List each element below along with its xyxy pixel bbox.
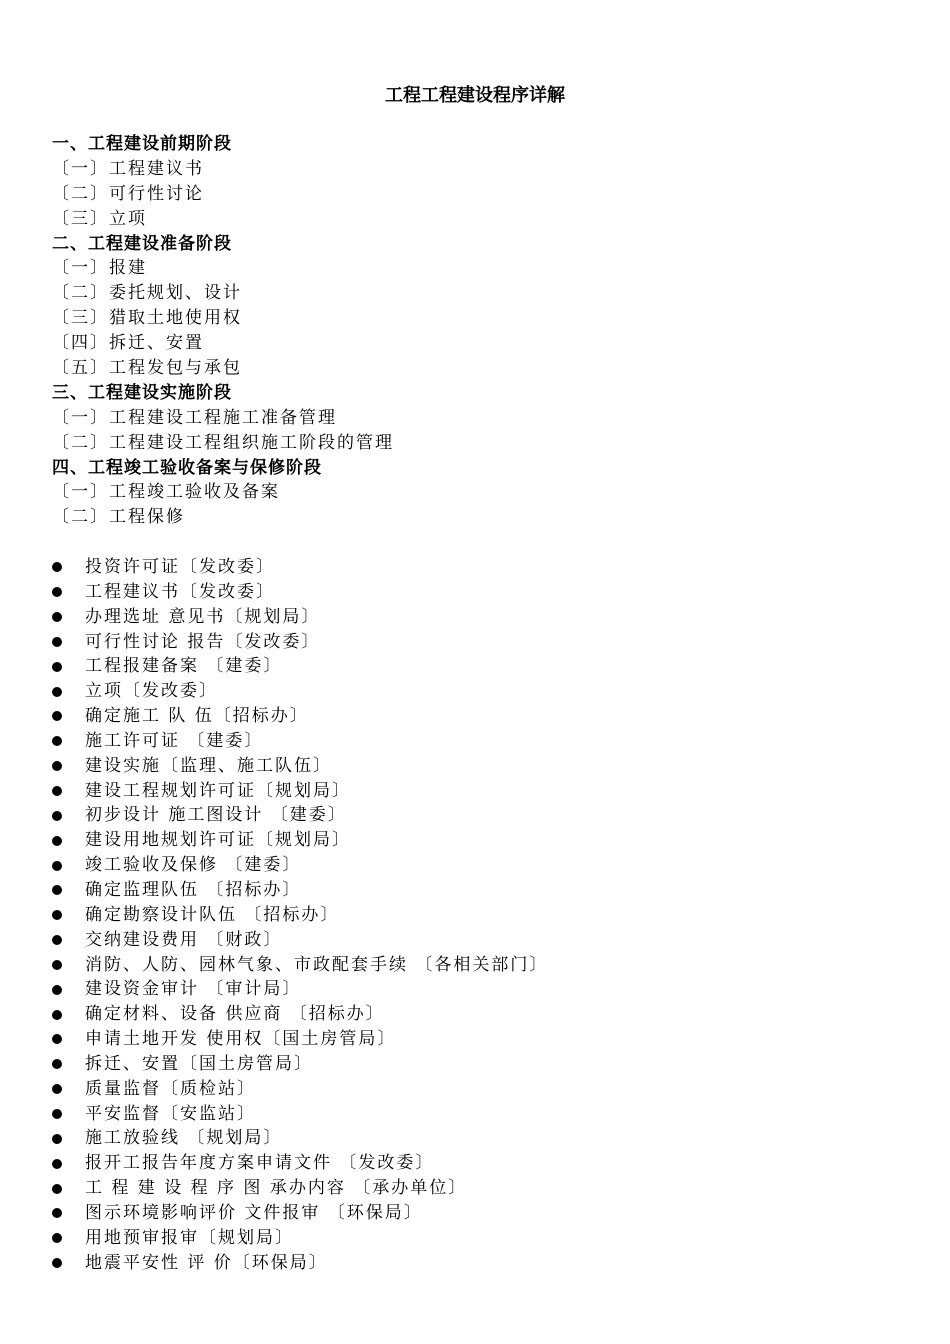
bullet-icon	[52, 1059, 62, 1069]
bullet-icon	[52, 662, 62, 672]
list-item-text: 用地预审报审〔规划局〕	[85, 1227, 294, 1248]
bullet-icon	[52, 1109, 62, 1119]
list-item	[52, 1151, 912, 1176]
list-item-text: 建设用地规划许可证〔规划局〕	[85, 830, 351, 851]
list-item-text: 交纳建设费用 〔财政〕	[85, 929, 283, 950]
list-item-text: 工 程 建 设 程 序 图 承办内容 〔承办单位〕	[85, 1178, 468, 1199]
list-item	[52, 1251, 912, 1276]
stage-subitem: 〔二〕委托规划、设计	[52, 283, 242, 304]
list-item-text: 图示环境影响评价 文件报审 〔环保局〕	[85, 1202, 423, 1223]
stage-subitem: 〔二〕工程保修	[52, 507, 185, 528]
list-item	[52, 630, 912, 655]
list-item-text: 地震平安性 评 价〔环保局〕	[85, 1252, 328, 1273]
stage-subitem: 〔五〕工程发包与承包	[52, 358, 242, 379]
list-item	[52, 580, 912, 605]
list-item	[52, 1226, 912, 1251]
list-item-text: 施工许可证 〔建委〕	[85, 730, 264, 751]
list-item	[52, 828, 912, 853]
list-item	[52, 953, 912, 978]
list-item	[52, 878, 912, 903]
list-item	[52, 1002, 912, 1027]
bullet-icon	[52, 687, 62, 697]
bullet-icon	[52, 1258, 62, 1268]
stage-heading: 三、工程建设实施阶段	[52, 382, 232, 403]
list-item-text: 消防、人防、园林气象、市政配套手续 〔各相关部门〕	[85, 954, 549, 975]
bullet-icon	[52, 1010, 62, 1020]
stage-subitem: 〔一〕工程竣工验收及备案	[52, 482, 280, 503]
stage-heading: 二、工程建设准备阶段	[52, 233, 232, 254]
list-item-text: 工程建议书〔发改委〕	[85, 581, 275, 602]
stage-outline	[52, 132, 912, 530]
list-item-text: 建设资金审计 〔审计局〕	[85, 979, 302, 1000]
bullet-icon	[52, 637, 62, 647]
list-item-text: 立项〔发改委〕	[85, 681, 218, 702]
list-item-text: 可行性讨论 报告〔发改委〕	[85, 631, 321, 652]
stage-heading: 四、工程竣工验收备案与保修阶段	[52, 457, 322, 478]
bullet-icon	[52, 1159, 62, 1169]
bullet-icon	[52, 1184, 62, 1194]
list-item-text: 质量监督〔质检站〕	[85, 1078, 256, 1099]
bullet-icon	[52, 1084, 62, 1094]
list-item	[52, 1027, 912, 1052]
bullet-icon	[52, 960, 62, 970]
list-item	[52, 853, 912, 878]
list-item-text: 拆迁、安置〔国土房管局〕	[85, 1053, 313, 1074]
stage-subitem: 〔三〕立项	[52, 208, 147, 229]
bullet-icon	[52, 885, 62, 895]
bullet-icon	[52, 587, 62, 597]
bullet-icon	[52, 1208, 62, 1218]
stage-subitem: 〔二〕工程建设工程组织施工阶段的管理	[52, 432, 394, 453]
bullet-icon	[52, 836, 62, 846]
list-item	[52, 1176, 912, 1201]
list-item-text: 工程报建备案 〔建委〕	[85, 656, 283, 677]
procedure-bullet-list	[52, 555, 912, 1275]
list-item-text: 确定监理队伍 〔招标办〕	[85, 879, 302, 900]
list-item	[52, 679, 912, 704]
list-item-text: 竣工验收及保修 〔建委〕	[85, 855, 302, 876]
list-item	[52, 977, 912, 1002]
list-item	[52, 779, 912, 804]
bullet-icon	[52, 910, 62, 920]
bullet-icon	[52, 811, 62, 821]
list-item-text: 建设实施〔监理、施工队伍〕	[85, 755, 332, 776]
stage-subitem: 〔二〕可行性讨论	[52, 183, 204, 204]
list-item-text: 施工放验线 〔规划局〕	[85, 1128, 283, 1149]
list-item	[52, 928, 912, 953]
bullet-icon	[52, 935, 62, 945]
bullet-icon	[52, 1034, 62, 1044]
bullet-icon	[52, 711, 62, 721]
list-item	[52, 654, 912, 679]
list-item	[52, 605, 912, 630]
list-item-text: 平安监督〔安监站〕	[85, 1103, 256, 1124]
list-item	[52, 729, 912, 754]
stage-subitem: 〔一〕工程建议书	[52, 158, 204, 179]
stage-subitem: 〔四〕拆迁、安置	[52, 333, 204, 354]
list-item-text: 建设工程规划许可证〔规划局〕	[85, 780, 351, 801]
bullet-icon	[52, 985, 62, 995]
list-item-text: 投资许可证〔发改委〕	[85, 557, 275, 577]
list-item-text: 报开工报告年度方案申请文件 〔发改委〕	[85, 1153, 435, 1174]
bullet-icon	[52, 786, 62, 796]
list-item-text: 确定材料、设备 供应商 〔招标办〕	[85, 1004, 385, 1025]
list-item	[52, 1077, 912, 1102]
stage-heading: 一、工程建设前期阶段	[52, 134, 232, 154]
stage-subitem: 〔一〕工程建设工程施工准备管理	[52, 407, 337, 428]
document-title: 工程工程建设程序详解	[385, 85, 565, 106]
stage-subitem: 〔三〕猎取土地使用权	[52, 308, 242, 329]
list-item	[52, 1102, 912, 1127]
bullet-icon	[52, 736, 62, 746]
list-item	[52, 754, 912, 779]
list-item-text: 办理选址 意见书〔规划局〕	[85, 606, 321, 627]
bullet-icon	[52, 761, 62, 771]
bullet-icon	[52, 1233, 62, 1243]
list-item	[52, 1201, 912, 1226]
bullet-icon	[52, 562, 62, 572]
list-item	[52, 1052, 912, 1077]
list-item-text: 确定施工 队 伍〔招标办〕	[85, 706, 309, 727]
list-item-text: 申请土地开发 使用权〔国土房管局〕	[85, 1029, 397, 1050]
list-item-text: 初步设计 施工图设计 〔建委〕	[85, 805, 347, 826]
bullet-icon	[52, 612, 62, 622]
list-item	[52, 704, 912, 729]
stage-subitem: 〔一〕报建	[52, 258, 147, 279]
list-item	[52, 555, 912, 580]
list-item	[52, 1126, 912, 1151]
list-item-text: 确定勘察设计队伍 〔招标办〕	[85, 904, 340, 925]
bullet-icon	[52, 1134, 62, 1144]
bullet-icon	[52, 861, 62, 871]
list-item	[52, 903, 912, 928]
list-item	[52, 803, 912, 828]
